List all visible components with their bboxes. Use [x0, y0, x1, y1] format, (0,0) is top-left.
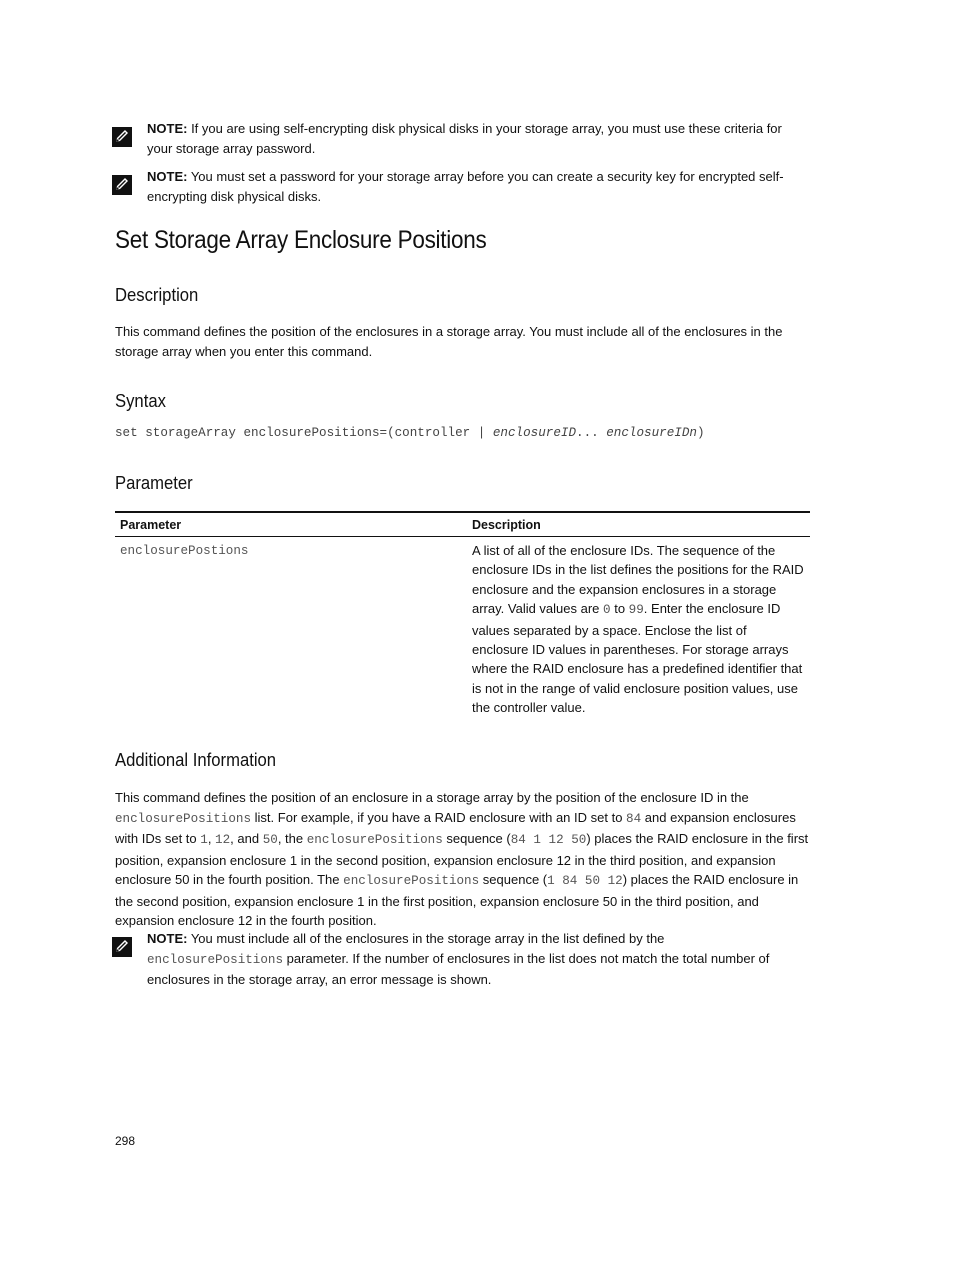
note-code: enclosurePositions	[147, 952, 284, 967]
text: list. For example, if you have a RAID enclosure with an ID set to	[251, 809, 627, 825]
syntax-dots: ...	[576, 426, 607, 440]
desc-code-min: 0	[603, 603, 611, 618]
text: sequence (	[479, 872, 548, 887]
text: ) places the RAID enclosure in the first position, expansion enclosure 1 in the second position, expansion enclosure 12 in the third position, and expansion enclosure 50 in the fourth position. The	[115, 831, 809, 887]
desc-text: A list of all of the enclosure IDs. The sequence of the enclosure IDs in the list defines the positions for the RAID enclosure and the expansion enclosures in a storage array. Valid values are	[472, 543, 804, 617]
pencil-note-icon	[112, 175, 132, 195]
text: and expansion enclosures with IDs set to	[115, 809, 796, 846]
code: 1	[200, 833, 208, 847]
code: 50	[262, 833, 278, 847]
code: 12	[215, 833, 231, 847]
page-number: 298	[115, 1134, 136, 1148]
text: , the	[277, 831, 307, 846]
syntax-arg-enclosure-id: enclosureID	[492, 426, 577, 440]
table-row	[115, 537, 810, 722]
note-body: You must include all of the enclosures in the storage array in the list defined by the	[187, 931, 665, 946]
text: ) places the RAID enclosure in the second position, expansion enclosure 1 in the first position, expansion enclosure 50 in the third position, and expansion enclosure 12 in the fourth position.	[115, 872, 799, 928]
syntax-arg-enclosure-idn: enclosureIDn	[606, 426, 697, 440]
text: This command defines the position of an enclosure in a storage array by the position of the enclosure ID in the	[115, 790, 749, 805]
code: 84	[626, 811, 642, 826]
desc-code-max: 99	[628, 603, 644, 618]
code: 1 84 50 12	[547, 874, 623, 888]
note-label: NOTE:	[147, 121, 188, 136]
parameter-table	[115, 511, 810, 722]
table-header-row	[115, 512, 810, 537]
code: enclosurePositions	[343, 874, 480, 888]
syntax-code	[115, 426, 705, 440]
pencil-note-icon	[112, 937, 132, 957]
desc-text: . Enter the enclosure ID values separated by a space. Enclose the list of enclosure ID values in parentheses. For storage arrays where the RAID enclosure has a predefined identifier that is not in the range of valid enclosure position values, use the controller value.	[472, 601, 803, 716]
description-text: This command defines the position of the enclosures in a storage array. You must include all of the enclosures in the storage array when you enter this command.	[115, 324, 783, 359]
note-body: If you are using self-encrypting disk physical disks in your storage array, you must use these criteria for your storage array password.	[147, 121, 782, 156]
pencil-note-icon	[112, 127, 132, 147]
text: sequence (	[442, 831, 511, 846]
note-body: parameter. If the number of enclosures in the list does not match the total number of enclosures in the storage array, an error message is shown.	[147, 950, 770, 987]
page-title: Set Storage Array Enclosure Positions	[115, 226, 487, 254]
code: enclosurePositions	[306, 833, 443, 847]
syntax-prefix: set storageArray enclosurePositions=(controller |	[115, 426, 493, 440]
note-body: You must set a password for your storage array before you can create a security key for encrypted self-encrypting disk physical disks.	[147, 169, 784, 204]
additional-info-heading: Additional Information	[115, 749, 277, 770]
text: , and	[230, 831, 263, 846]
code: 84 1 12 50	[510, 833, 587, 847]
code: enclosurePositions	[115, 811, 252, 826]
syntax-heading: Syntax	[115, 390, 166, 411]
desc-text: to	[610, 601, 629, 617]
parameter-description	[467, 537, 810, 722]
note-label: NOTE:	[147, 169, 188, 184]
column-header-parameter: Parameter	[115, 512, 467, 537]
text: ,	[207, 831, 216, 846]
parameter-heading: Parameter	[115, 472, 193, 493]
syntax-suffix: )	[696, 426, 705, 440]
description-heading: Description	[115, 284, 199, 305]
parameter-name: enclosurePostions	[120, 544, 249, 558]
column-header-description: Description	[467, 512, 810, 537]
note-label: NOTE:	[147, 931, 188, 946]
additional-info-text	[115, 788, 813, 931]
